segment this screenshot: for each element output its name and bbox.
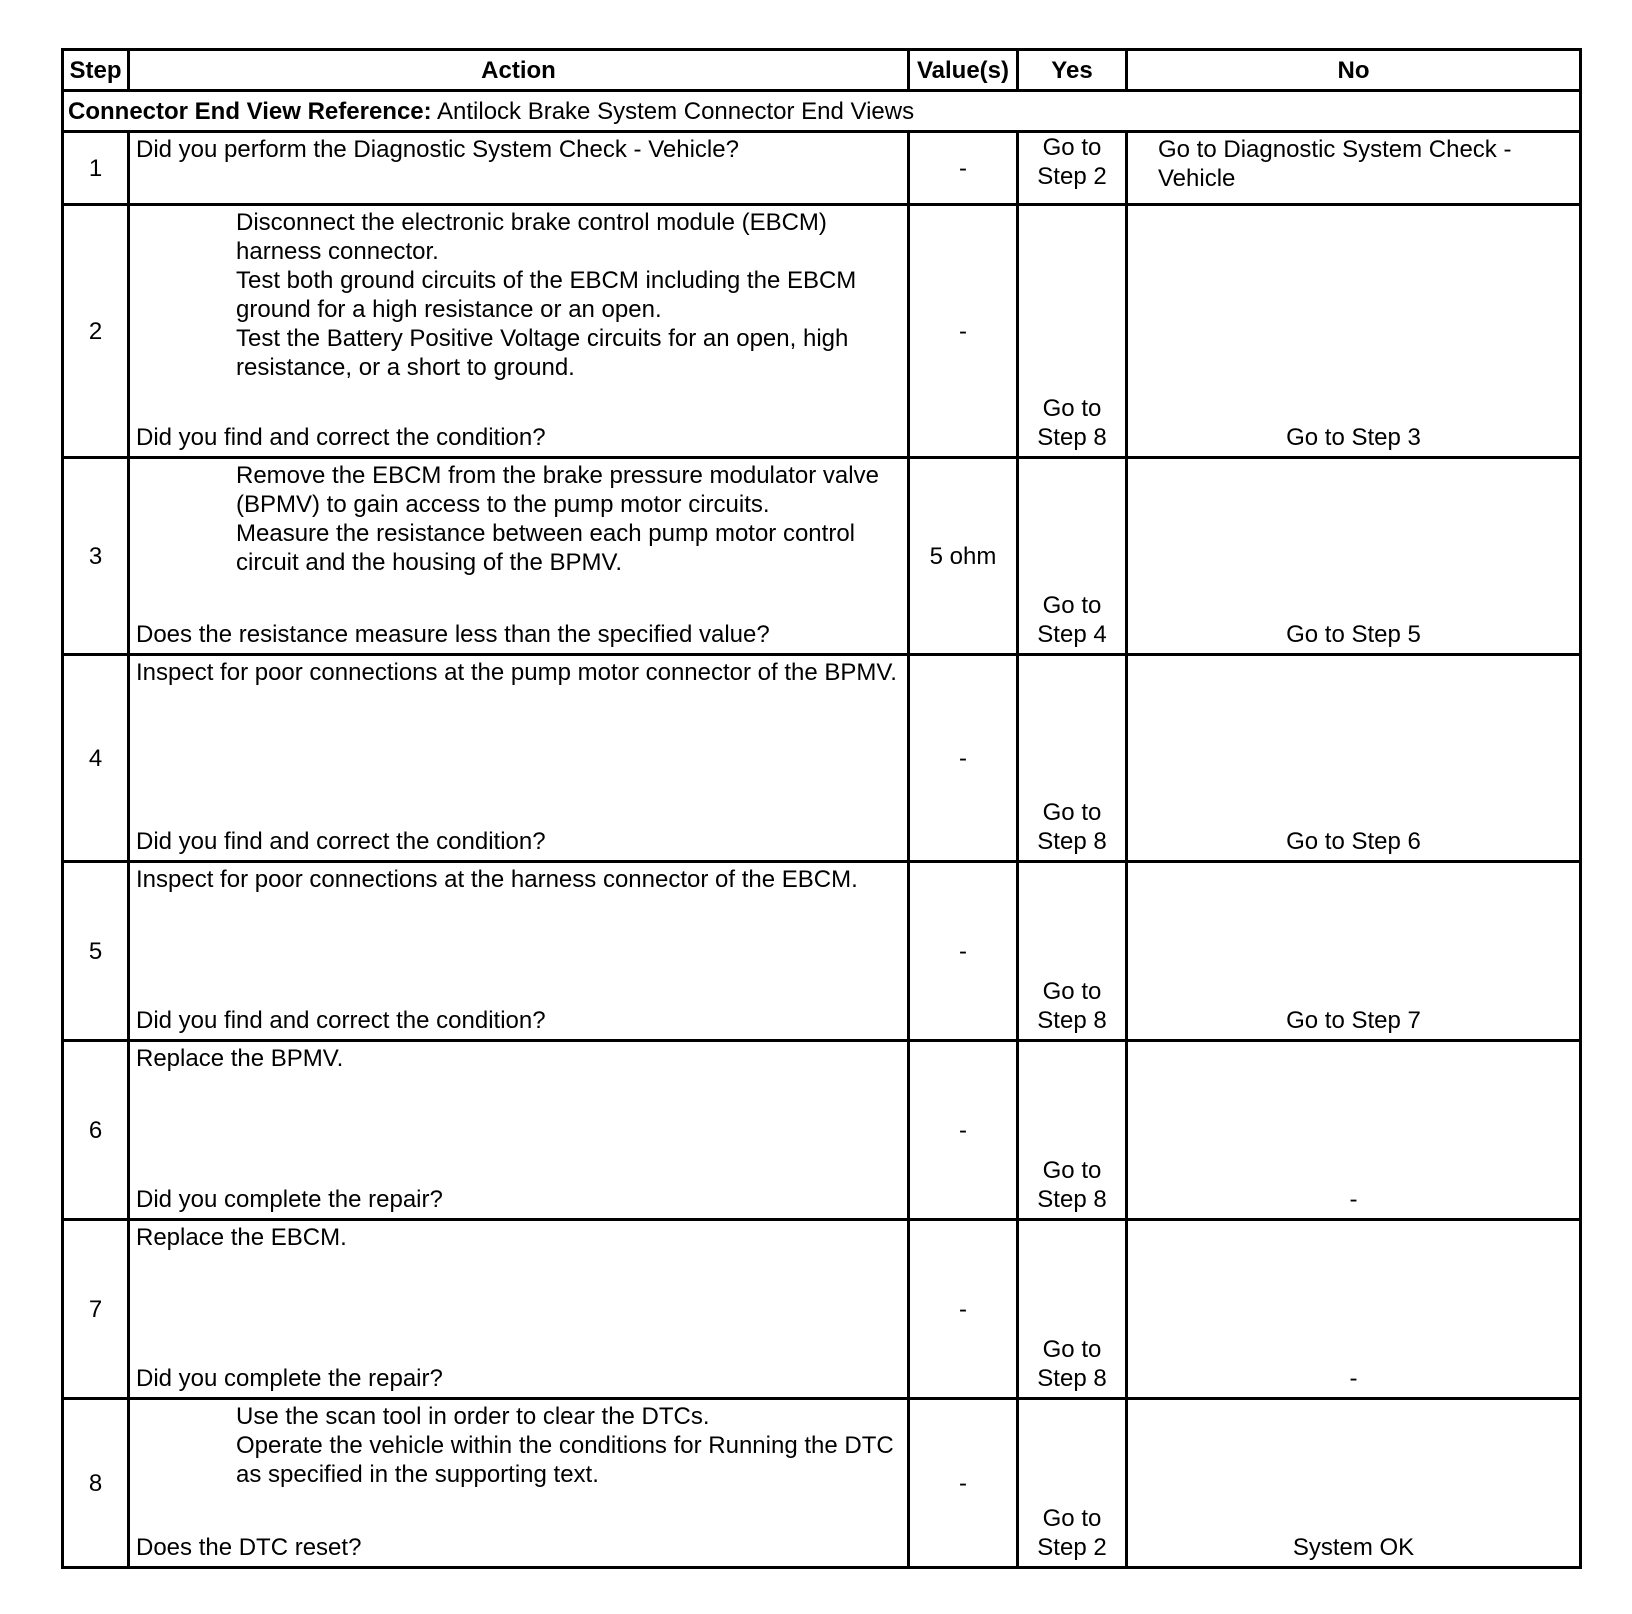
action-line: Operate the vehicle within the conditions for Running the DTC as specified in the supporting text. (236, 1432, 894, 1488)
no-cell (1127, 458, 1581, 655)
table-row (63, 655, 1581, 862)
no-link[interactable]: Go to Step 5 (1286, 621, 1421, 648)
yes-cell (1018, 862, 1127, 1041)
yes-cell (1018, 1399, 1127, 1568)
no-cell (1127, 1399, 1581, 1568)
header-no: No (1127, 50, 1581, 91)
action-question: Does the resistance measure less than the specified value? (136, 621, 770, 648)
action-cell (129, 655, 909, 862)
no-cell (1127, 205, 1581, 458)
action-text: Inspect for poor connections at the harness connector of the EBCM. (136, 866, 858, 893)
action-line: Test the Battery Positive Voltage circuits for an open, high resistance, or a short to ground. (236, 325, 849, 381)
no-cell (1127, 862, 1581, 1041)
action-cell (129, 458, 909, 655)
step-number: 3 (63, 458, 129, 655)
step-number: 4 (63, 655, 129, 862)
step-number: 2 (63, 205, 129, 458)
value-cell: - (909, 1220, 1018, 1399)
action-question: Does the DTC reset? (136, 1534, 362, 1561)
step-number: 6 (63, 1041, 129, 1220)
yes-cell (1018, 1041, 1127, 1220)
action-cell (129, 1220, 909, 1399)
action-line: Use the scan tool in order to clear the DTCs. (236, 1403, 710, 1430)
value-cell: - (909, 205, 1018, 458)
no-cell (1127, 1041, 1581, 1220)
no-cell (1127, 132, 1581, 205)
table-row (63, 132, 1581, 205)
value-cell: - (909, 655, 1018, 862)
step-number: 7 (63, 1220, 129, 1399)
action-text: Replace the BPMV. (136, 1045, 344, 1072)
yes-link[interactable]: Go to Step 2 (1037, 134, 1107, 190)
value-cell: - (909, 862, 1018, 1041)
no-cell (1127, 1220, 1581, 1399)
yes-link[interactable]: Go to Step 8 (1037, 1157, 1107, 1213)
no-link: - (1349, 1186, 1358, 1213)
no-link[interactable]: Go to Step 6 (1286, 828, 1421, 855)
header-row (63, 50, 1581, 91)
step-number: 1 (63, 132, 129, 205)
diagnostic-table (61, 48, 1582, 1569)
action-cell (129, 132, 909, 205)
step-number: 8 (63, 1399, 129, 1568)
no-link[interactable]: Go to Step 3 (1286, 424, 1421, 451)
header-values: Value(s) (909, 50, 1018, 91)
action-cell (129, 1041, 909, 1220)
header-action: Action (129, 50, 909, 91)
action-question: Did you find and correct the condition? (136, 424, 546, 451)
table-row (63, 1041, 1581, 1220)
action-cell (129, 205, 909, 458)
value-cell: - (909, 132, 1018, 205)
header-step: Step (63, 50, 129, 91)
no-link[interactable]: System OK (1292, 1534, 1415, 1561)
yes-link[interactable]: Go to Step 2 (1037, 1505, 1107, 1561)
action-question: Did you find and correct the condition? (136, 1007, 546, 1034)
yes-link[interactable]: Go to Step 8 (1037, 978, 1107, 1034)
header-yes: Yes (1018, 50, 1127, 91)
yes-cell (1018, 132, 1127, 205)
reference-cell (63, 91, 1581, 132)
yes-link[interactable]: Go to Step 8 (1037, 799, 1107, 855)
yes-link[interactable]: Go to Step 4 (1037, 592, 1107, 648)
yes-cell (1018, 1220, 1127, 1399)
reference-row (63, 91, 1581, 132)
no-cell (1127, 655, 1581, 862)
yes-cell (1018, 205, 1127, 458)
value-cell: - (909, 1399, 1018, 1568)
action-cell (129, 1399, 909, 1568)
step-number: 5 (63, 862, 129, 1041)
action-question: Did you complete the repair? (136, 1186, 443, 1213)
value-cell: - (909, 1041, 1018, 1220)
action-question: Did you find and correct the condition? (136, 828, 546, 855)
table-row (63, 1220, 1581, 1399)
yes-cell (1018, 458, 1127, 655)
action-text: Inspect for poor connections at the pump motor connector of the BPMV. (136, 659, 897, 686)
yes-link[interactable]: Go to Step 8 (1037, 1336, 1107, 1392)
table-row (63, 862, 1581, 1041)
action-line: Measure the resistance between each pump motor control circuit and the housing of the BPMV. (236, 520, 855, 576)
action-line: Disconnect the electronic brake control module (EBCM) harness connector. (236, 209, 827, 265)
action-text: Did you perform the Diagnostic System Check - Vehicle? (136, 136, 739, 163)
action-text: Replace the EBCM. (136, 1224, 347, 1251)
table-row (63, 1399, 1581, 1568)
table-row (63, 205, 1581, 458)
action-line: Test both ground circuits of the EBCM including the EBCM ground for a high resistance or an open. (236, 267, 857, 323)
reference-link[interactable]: Antilock Brake System Connector End Views (437, 97, 915, 125)
table-row (63, 458, 1581, 655)
reference-label: Connector End View Reference: (68, 97, 432, 125)
no-link: - (1349, 1365, 1358, 1392)
yes-cell (1018, 655, 1127, 862)
no-link[interactable]: Go to Step 7 (1286, 1007, 1421, 1034)
action-question: Did you complete the repair? (136, 1365, 443, 1392)
value-cell: 5 ohm (909, 458, 1018, 655)
action-cell (129, 862, 909, 1041)
no-link[interactable]: Go to Diagnostic System Check - Vehicle (1158, 136, 1512, 192)
yes-link[interactable]: Go to Step 8 (1037, 395, 1107, 451)
action-line: Remove the EBCM from the brake pressure modulator valve (BPMV) to gain access to the pump motor circuits. (236, 462, 879, 518)
